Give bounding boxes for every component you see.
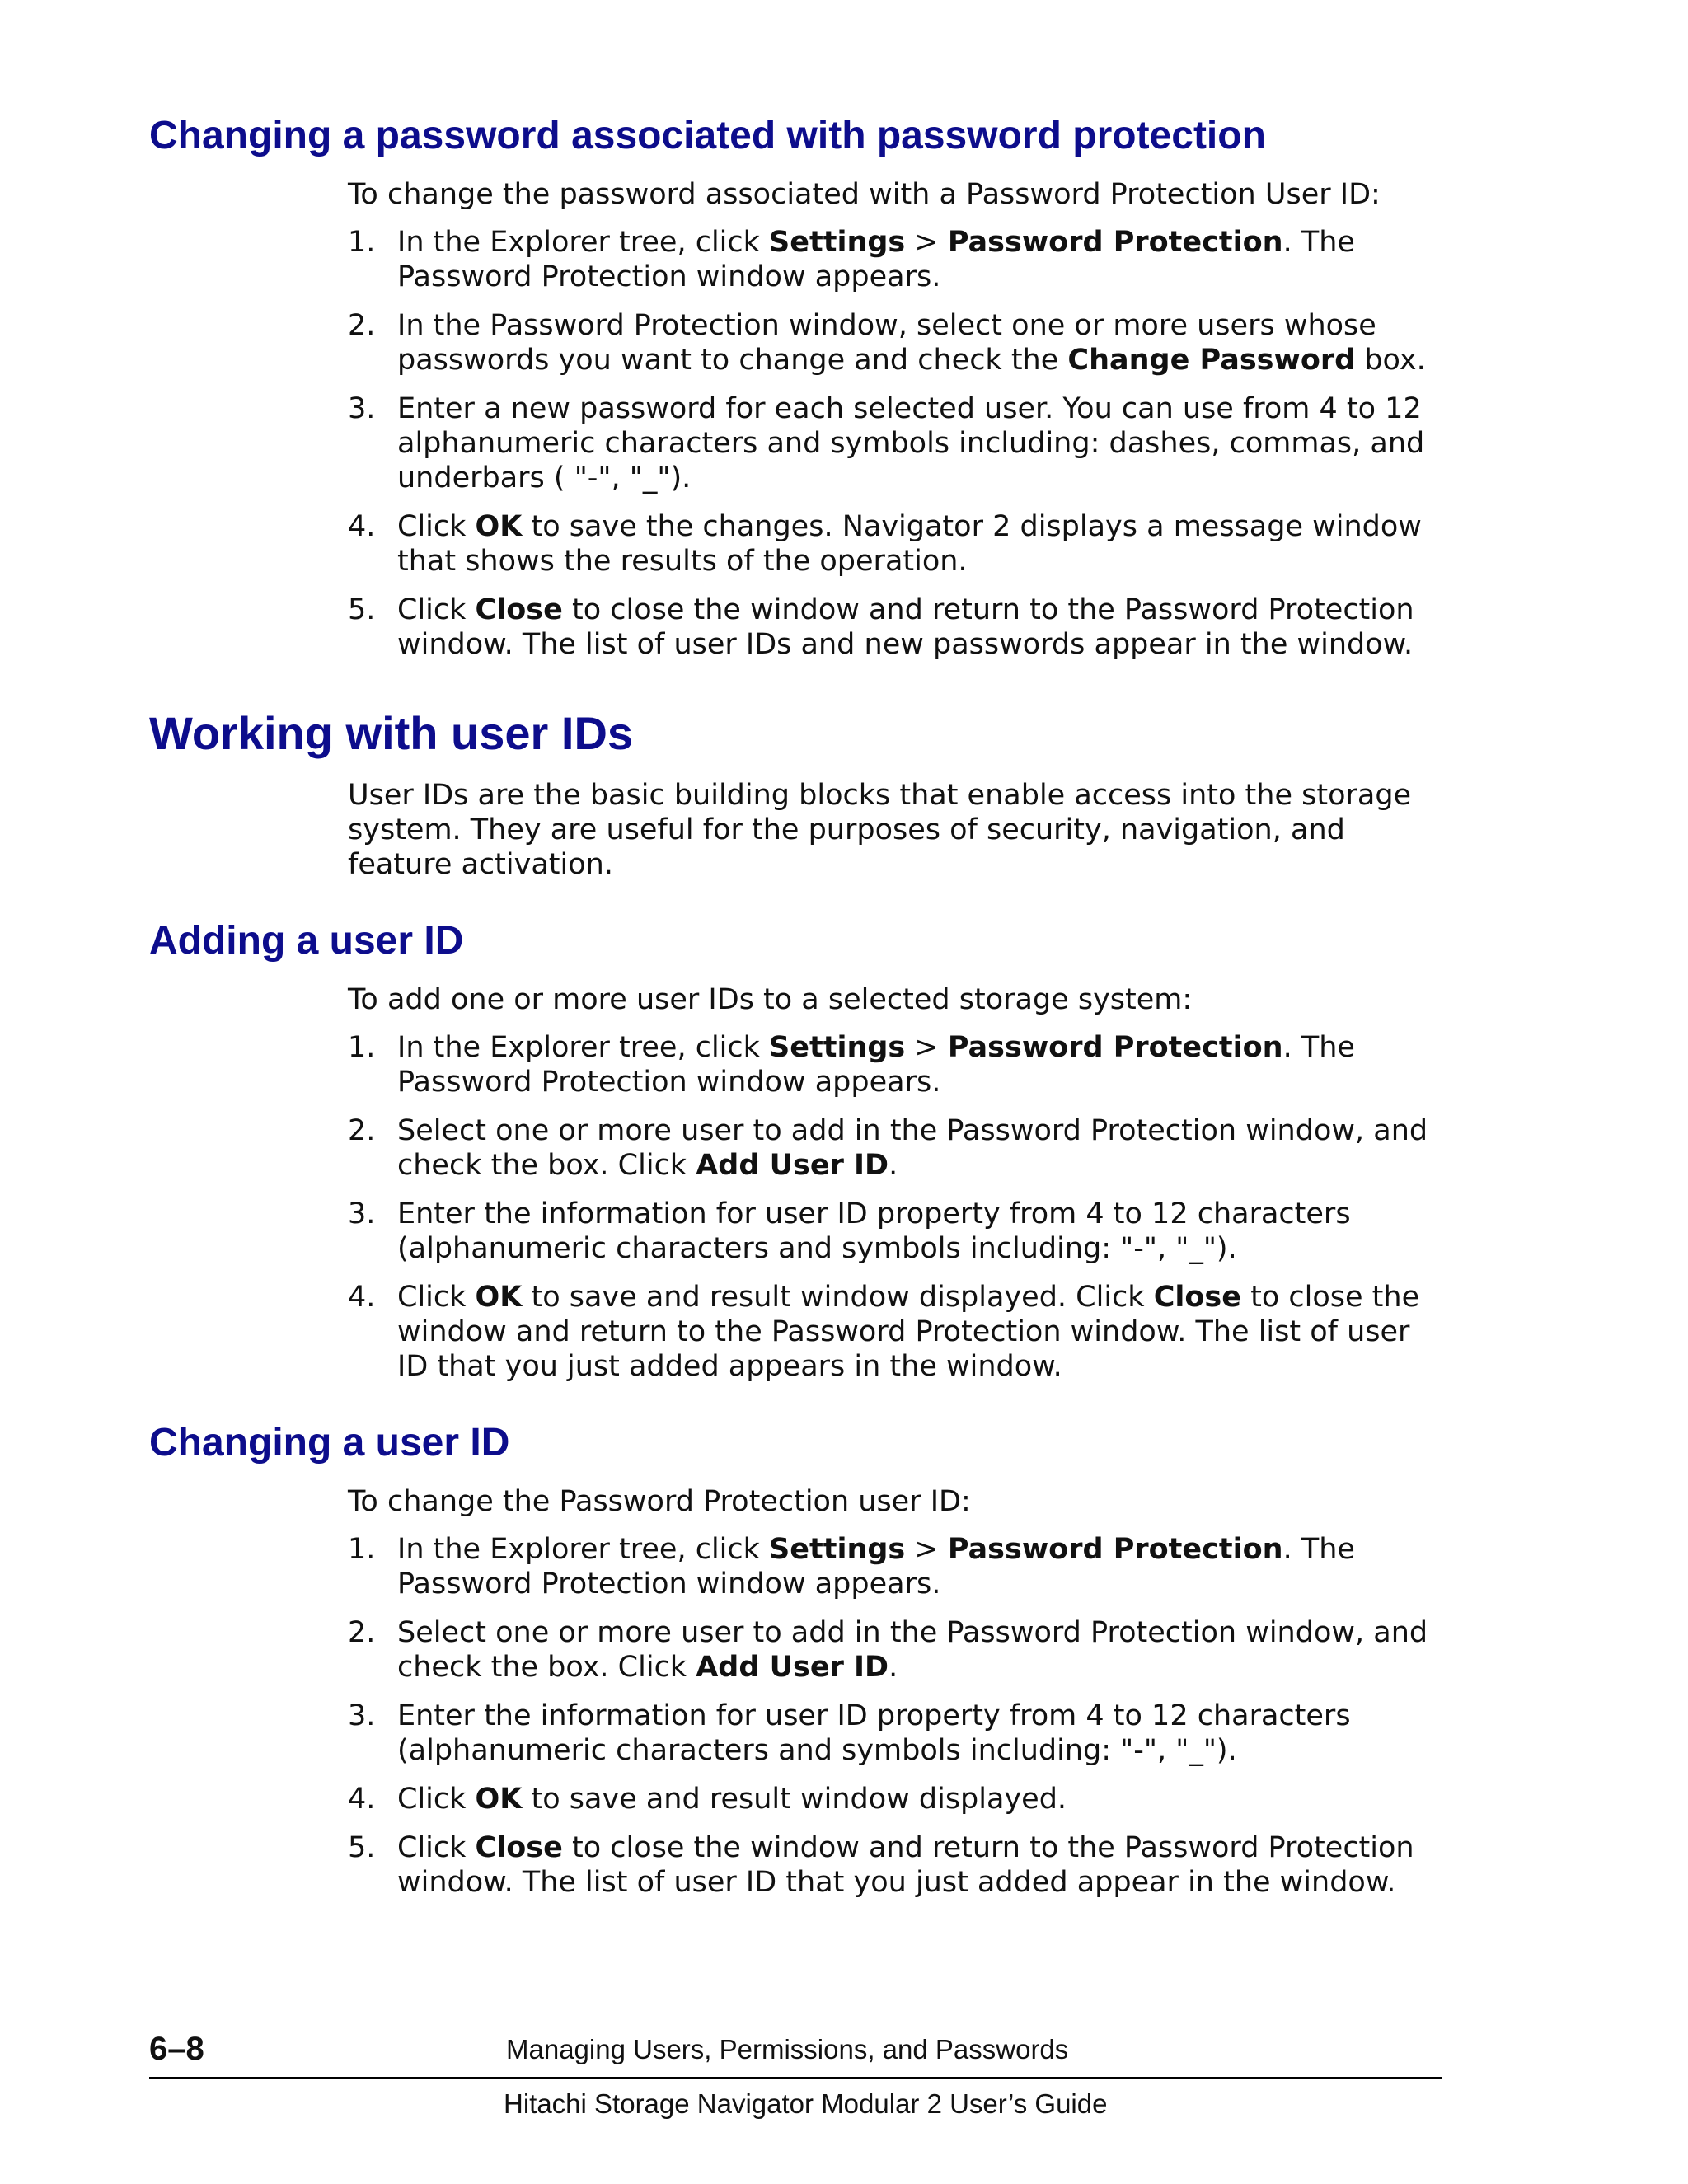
step-text: Password Protection window appears. — [397, 260, 941, 293]
step-text: to save the changes. Navigator 2 displays a message window — [522, 510, 1422, 543]
step-text: Select one or more user to add in the Password Protection window, and — [397, 1616, 1428, 1649]
step-text: Click — [397, 1281, 476, 1314]
ui-term-password-protection: Password Protection — [947, 226, 1283, 259]
paragraph-line: feature activation. — [348, 848, 613, 881]
step-text: > — [905, 1031, 948, 1064]
step-number: 3. — [348, 392, 376, 425]
ui-term-settings: Settings — [769, 1031, 906, 1064]
step-text: > — [905, 1533, 948, 1566]
step-number: 4. — [348, 1281, 376, 1314]
step-text: underbars ( "-", "_"). — [397, 462, 692, 494]
step-text: > — [905, 226, 948, 259]
ui-term-ok: OK — [475, 1783, 523, 1816]
step-text: passwords you want to change and check the — [397, 344, 1068, 377]
step-number: 5. — [348, 1831, 376, 1864]
step-number: 4. — [348, 510, 376, 543]
step-text: In the Explorer tree, click — [397, 226, 770, 259]
step-text: Enter the information for user ID property from 4 to 12 characters — [397, 1197, 1351, 1230]
list-item — [348, 391, 1444, 495]
step-text: In the Explorer tree, click — [397, 1031, 770, 1064]
list-item — [348, 593, 1444, 662]
step-text: Click — [397, 510, 476, 543]
ui-term-add-user-id: Add User ID — [696, 1651, 889, 1684]
footer-chapter-title: Managing Users, Permissions, and Passwords — [506, 2034, 1069, 2064]
list-item — [348, 1280, 1444, 1384]
ui-term-password-protection: Password Protection — [947, 1533, 1283, 1566]
step-text: to close the window and return to the Password Protection — [562, 593, 1414, 626]
paragraph-line: system. They are useful for the purposes of security, navigation, and — [348, 813, 1345, 846]
step-text: In the Password Protection window, select one or more users whose — [397, 309, 1376, 342]
step-text: (alphanumeric characters and symbols including: "-", "_"). — [397, 1232, 1237, 1265]
step-text: to close the — [1241, 1281, 1420, 1314]
footer-divider — [149, 2077, 1442, 2079]
step-text: Click — [397, 1831, 476, 1864]
steps-list-change-password — [348, 225, 1444, 676]
ui-term-settings: Settings — [769, 1533, 906, 1566]
step-number: 2. — [348, 1114, 376, 1147]
section-heading-adding-user-id: Adding a user ID — [149, 919, 464, 963]
ui-term-close: Close — [475, 593, 563, 626]
step-text: window. The list of user IDs and new passwords appear in the window. — [397, 628, 1414, 661]
step-text: Password Protection window appears. — [397, 1066, 941, 1099]
section-paragraph — [348, 778, 1444, 882]
footer-book-title: Hitachi Storage Navigator Modular 2 User’s Guide — [504, 2088, 1108, 2119]
step-text: . The — [1282, 226, 1355, 259]
step-text: to save and result window displayed. — [522, 1783, 1067, 1816]
list-item — [348, 308, 1444, 377]
ui-term-settings: Settings — [769, 226, 906, 259]
step-text: . — [889, 1651, 898, 1684]
step-number: 1. — [348, 1533, 376, 1566]
step-number: 3. — [348, 1197, 376, 1230]
list-item — [348, 1782, 1444, 1816]
ui-term-change-password: Change Password — [1067, 344, 1356, 377]
steps-list-adding-user-id — [348, 1030, 1444, 1398]
step-number: 1. — [348, 1031, 376, 1064]
ui-term-add-user-id: Add User ID — [696, 1149, 889, 1182]
step-number: 1. — [348, 226, 376, 259]
section-heading-working-user-ids: Working with user IDs — [149, 707, 634, 759]
ui-term-close: Close — [1153, 1281, 1241, 1314]
step-text: that shows the results of the operation. — [397, 545, 968, 578]
step-number: 3. — [348, 1699, 376, 1732]
step-number: 4. — [348, 1783, 376, 1816]
step-text: window and return to the Password Protection window. The list of user — [397, 1315, 1410, 1348]
step-number: 2. — [348, 309, 376, 342]
ui-term-ok: OK — [475, 1281, 523, 1314]
step-text: Click — [397, 593, 476, 626]
list-item — [348, 1030, 1444, 1099]
step-text: alphanumeric characters and symbols including: dashes, commas, and — [397, 427, 1425, 460]
section-heading-changing-user-id: Changing a user ID — [149, 1421, 510, 1465]
step-text: Password Protection window appears. — [397, 1568, 941, 1601]
paragraph-line: User IDs are the basic building blocks that enable access into the storage — [348, 779, 1412, 812]
step-text: Enter the information for user ID property from 4 to 12 characters — [397, 1699, 1351, 1732]
step-text: to save and result window displayed. Click — [522, 1281, 1154, 1314]
list-item — [348, 1830, 1444, 1900]
step-text: (alphanumeric characters and symbols including: "-", "_"). — [397, 1734, 1237, 1767]
list-item — [348, 1532, 1444, 1601]
step-text: Enter a new password for each selected user. You can use from 4 to 12 — [397, 392, 1422, 425]
step-text: box. — [1355, 344, 1426, 377]
section-intro: To add one or more user IDs to a selected storage system: — [348, 983, 1193, 1016]
step-number: 2. — [348, 1616, 376, 1649]
step-text: window. The list of user ID that you just added appear in the window. — [397, 1866, 1396, 1899]
ui-term-password-protection: Password Protection — [947, 1031, 1283, 1064]
step-text: . The — [1282, 1031, 1355, 1064]
list-item — [348, 1615, 1444, 1685]
step-text: . The — [1282, 1533, 1355, 1566]
list-item — [348, 1699, 1444, 1768]
step-text: . — [889, 1149, 898, 1182]
step-number: 5. — [348, 593, 376, 626]
step-text: ID that you just added appears in the window. — [397, 1350, 1062, 1383]
steps-list-changing-user-id — [348, 1532, 1444, 1914]
list-item — [348, 225, 1444, 294]
step-text: to close the window and return to the Password Protection — [562, 1831, 1414, 1864]
ui-term-ok: OK — [475, 510, 523, 543]
section-heading-change-password: Changing a password associated with password protection — [149, 114, 1266, 157]
step-text: In the Explorer tree, click — [397, 1533, 770, 1566]
section-intro: To change the password associated with a Password Protection User ID: — [348, 178, 1381, 211]
step-text: check the box. Click — [397, 1651, 696, 1684]
ui-term-close: Close — [475, 1831, 563, 1864]
step-text: check the box. Click — [397, 1149, 696, 1182]
step-text: Click — [397, 1783, 476, 1816]
page-number: 6–8 — [149, 2031, 204, 2067]
list-item — [348, 1197, 1444, 1266]
list-item — [348, 509, 1444, 579]
section-intro: To change the Password Protection user ID: — [348, 1485, 971, 1518]
step-text: Select one or more user to add in the Password Protection window, and — [397, 1114, 1428, 1147]
list-item — [348, 1113, 1444, 1183]
